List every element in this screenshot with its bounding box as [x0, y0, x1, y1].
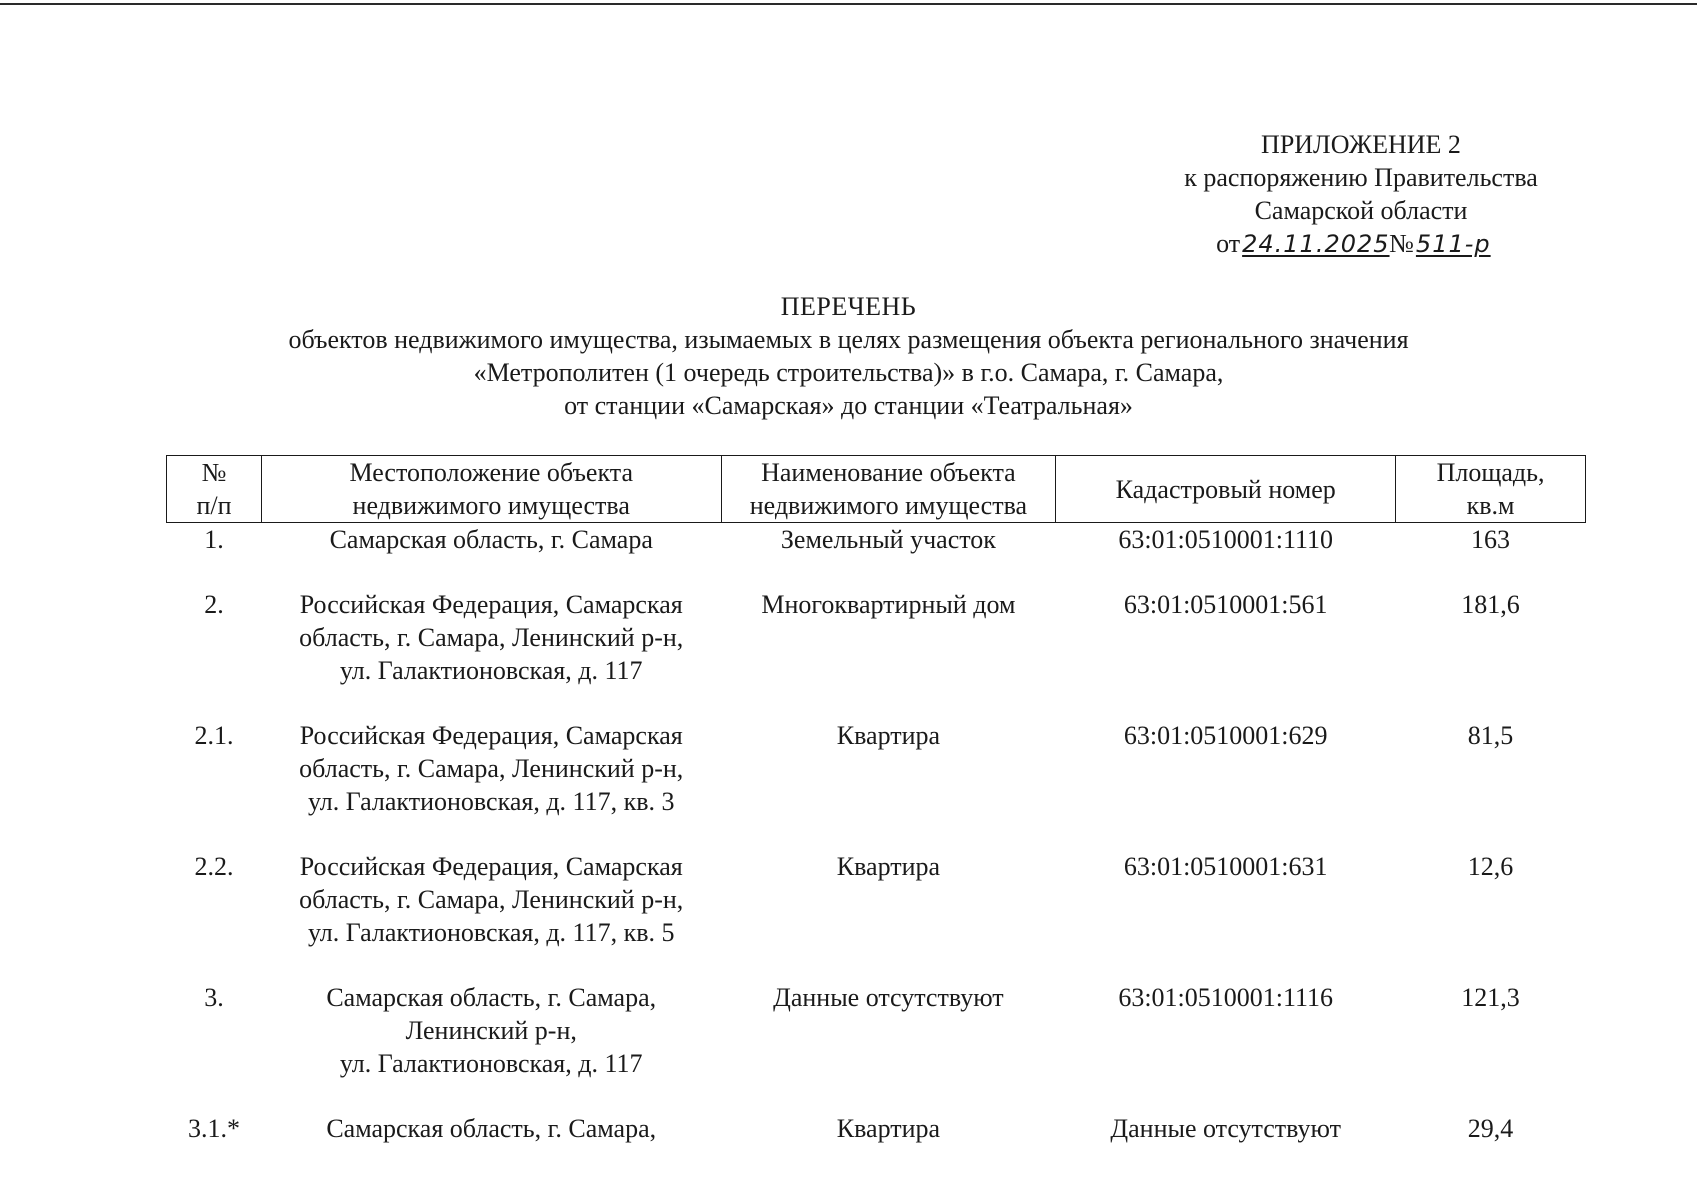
- header-cadastral: Кадастровый номер: [1056, 456, 1396, 523]
- header-name-line: недвижимого имущества: [749, 491, 1028, 520]
- cell-name: Данные отсутствуют: [773, 983, 1004, 1012]
- heading-line-2: «Метрополитен (1 очередь строительства)» в г.о. Самара, г. Самара,: [473, 358, 1224, 387]
- appendix-line-2: Самарской области: [1254, 196, 1468, 225]
- header-area-line: кв.м: [1466, 491, 1515, 520]
- cell-location: [261, 981, 721, 1112]
- cell-num: 2.2.: [194, 852, 234, 881]
- heading-title: ПЕРЕЧЕНЬ: [780, 292, 917, 321]
- cell-num: 3.: [204, 983, 224, 1012]
- cell-area: 163: [1471, 525, 1511, 554]
- location-line: Российская Федерация, Самарская: [299, 590, 683, 619]
- table-header-row: [167, 456, 1586, 523]
- cell-area: 81,5: [1467, 721, 1514, 750]
- document-heading: [0, 290, 1697, 422]
- cell-num: 2.1.: [194, 721, 234, 750]
- cell-name: Квартира: [836, 721, 941, 750]
- cell-location: [261, 588, 721, 719]
- location-line: Самарская область, г. Самара,: [326, 983, 657, 1012]
- location-line: Самарская область, г. Самара: [329, 525, 653, 554]
- location-line: ул. Галактионовская, д. 117: [339, 656, 643, 685]
- cell-cadastral: 63:01:0510001:631: [1123, 852, 1328, 881]
- table-row: [167, 1112, 1586, 1145]
- header-name: [721, 456, 1056, 523]
- cell-location: [261, 523, 721, 589]
- cell-location: [261, 850, 721, 981]
- header-num: [167, 456, 262, 523]
- appendix-date-line: [1151, 227, 1571, 261]
- cell-num: 1.: [204, 525, 224, 554]
- header-name-line: Наименование объекта: [761, 458, 1016, 487]
- location-line: ул. Галактионовская, д. 117, кв. 5: [307, 918, 675, 947]
- table-row: [167, 719, 1586, 850]
- header-area-line: Площадь,: [1436, 458, 1545, 487]
- location-line: Ленинский р-н,: [405, 1016, 577, 1045]
- cell-num: 2.: [204, 590, 224, 619]
- top-border-line: [0, 3, 1697, 5]
- header-area: [1396, 456, 1586, 523]
- property-table: [166, 455, 1586, 1145]
- header-num-line: п/п: [196, 491, 232, 520]
- appendix-line-1: к распоряжению Правительства: [1184, 163, 1538, 192]
- cell-cadastral: 63:01:0510001:561: [1123, 590, 1328, 619]
- location-line: ул. Галактионовская, д. 117, кв. 3: [307, 787, 675, 816]
- from-label: от: [1216, 229, 1241, 258]
- heading-line-1: объектов недвижимого имущества, изымаемых в целях размещения объекта регионального значения: [288, 325, 1409, 354]
- header-location-line: недвижимого имущества: [352, 491, 630, 520]
- header-location: [261, 456, 721, 523]
- cell-name: Квартира: [836, 852, 941, 881]
- location-line: область, г. Самара, Ленинский р-н,: [299, 754, 684, 783]
- cell-name: Квартира: [836, 1114, 941, 1143]
- cell-name: Земельный участок: [780, 525, 996, 554]
- location-line: область, г. Самара, Ленинский р-н,: [299, 885, 684, 914]
- location-line: Российская Федерация, Самарская: [299, 852, 683, 881]
- cell-area: 29,4: [1467, 1114, 1514, 1143]
- location-line: Самарская область, г. Самара,: [326, 1114, 657, 1143]
- header-location-line: Местоположение объекта: [349, 458, 633, 487]
- location-line: Российская Федерация, Самарская: [299, 721, 683, 750]
- table-row: [167, 523, 1586, 589]
- appendix-title: ПРИЛОЖЕНИЕ 2: [1261, 130, 1461, 159]
- handwritten-number: 511-р: [1415, 230, 1491, 258]
- appendix-block: [1151, 128, 1571, 261]
- cell-location: [261, 1112, 721, 1145]
- header-num-line: №: [201, 458, 227, 487]
- table-row: [167, 588, 1586, 719]
- table-row: [167, 981, 1586, 1112]
- cell-location: [261, 719, 721, 850]
- cell-num: 3.1.*: [187, 1114, 240, 1143]
- location-line: ул. Галактионовская, д. 117: [339, 1049, 643, 1078]
- cell-cadastral: Данные отсутствуют: [1110, 1114, 1341, 1143]
- heading-line-3: от станции «Самарская» до станции «Театральная»: [564, 391, 1133, 420]
- cell-area: 12,6: [1467, 852, 1514, 881]
- cell-area: 121,3: [1461, 983, 1520, 1012]
- location-line: область, г. Самара, Ленинский р-н,: [299, 623, 684, 652]
- table-row: [167, 850, 1586, 981]
- cell-name: Многоквартирный дом: [761, 590, 1016, 619]
- cell-area: 181,6: [1461, 590, 1520, 619]
- cell-cadastral: 63:01:0510001:1116: [1118, 983, 1334, 1012]
- cell-cadastral: 63:01:0510001:1110: [1118, 525, 1334, 554]
- cell-cadastral: 63:01:0510001:629: [1123, 721, 1328, 750]
- number-label: №: [1389, 229, 1414, 258]
- handwritten-date: 24.11.2025: [1242, 230, 1390, 258]
